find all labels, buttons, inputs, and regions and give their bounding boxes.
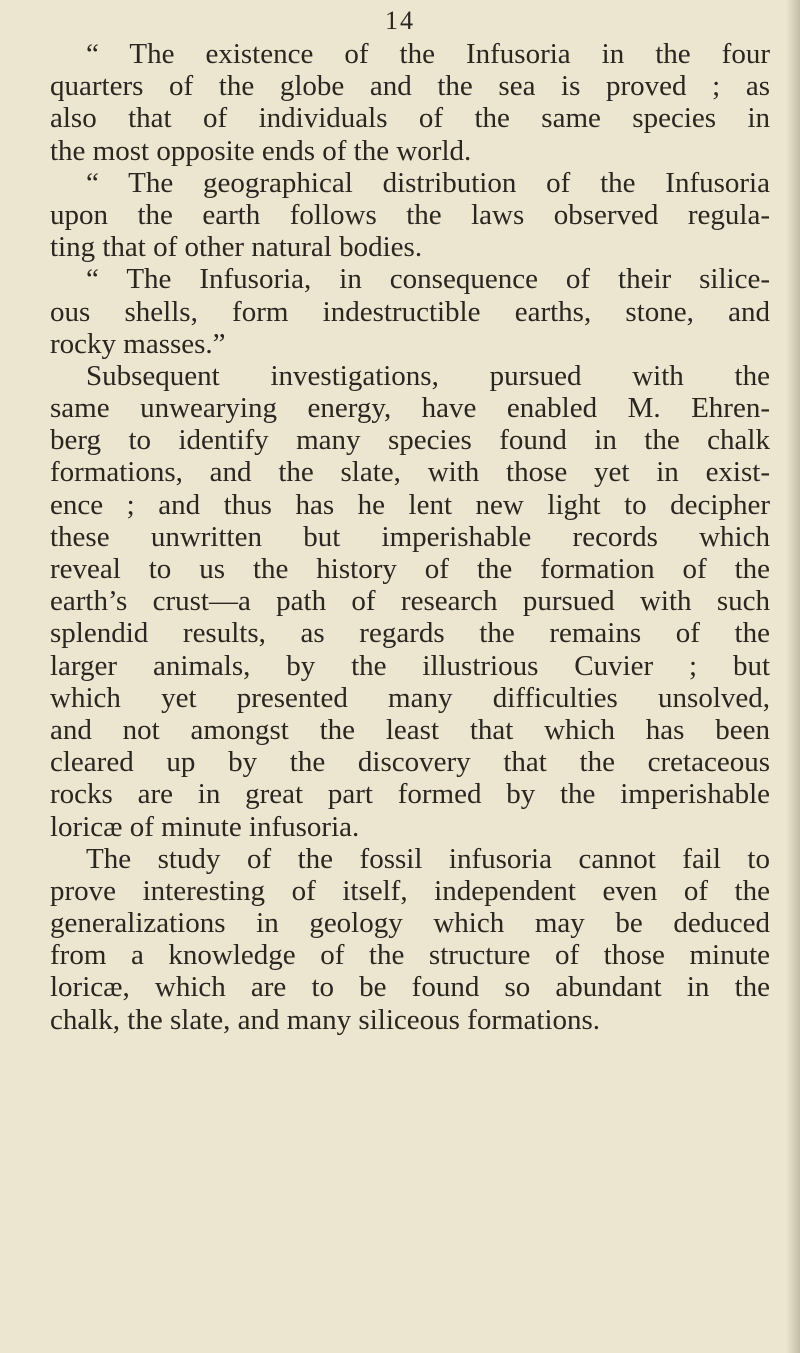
text-line: The study of the fossil infusoria cannot fail to (86, 842, 770, 875)
text-line: chalk, the slate, and many siliceous formations. (50, 1003, 601, 1036)
text-line: prove interesting of itself, independent even of the (50, 874, 770, 907)
text-line: reveal to us the history of the formation of the (50, 553, 770, 585)
text-line: same unwearying energy, have enabled M. Ehren- (50, 392, 770, 425)
text-line: splendid results, as regards the remains of the (50, 617, 770, 650)
text-line: from a knowledge of the structure of those minute (50, 939, 770, 972)
text-line: earth’s crust—a path of research pursued with such (50, 585, 770, 618)
text-line: Subsequent investigations, pursued with the (86, 359, 770, 392)
text-line: rocks are in great part formed by the imperishable (50, 778, 770, 811)
text-line: “ The Infusoria, in consequence of their silice- (86, 263, 770, 296)
text-line: ence ; and thus has he lent new light to decipher (50, 488, 770, 521)
text-line: loricæ, which are to be found so abundant in the (50, 971, 770, 1004)
text-line: “ The geographical distribution of the Infusoria (86, 166, 770, 199)
text-line: and not amongst the least that which has been (50, 713, 770, 746)
text-line: cleared up by the discovery that the cretaceous (50, 746, 770, 779)
text-line: ous shells, form indestructible earths, stone, and (50, 295, 770, 328)
page-number: 14 (385, 6, 415, 35)
text-line: quarters of the globe and the sea is proved ; as (50, 70, 770, 103)
text-line: these unwritten but imperishable records which (50, 520, 770, 553)
text-line: the most opposite ends of the world. (50, 134, 472, 167)
text-line: ting that of other natural bodies. (50, 231, 423, 264)
text-line: also that of individuals of the same species in (50, 102, 770, 135)
text-line: larger animals, by the illustrious Cuvier ; but (50, 649, 770, 682)
page-edge-shadow (786, 0, 800, 1353)
text-line: formations, and the slate, with those yet in exist- (50, 456, 770, 489)
text-line: rocky masses.” (50, 327, 226, 360)
text-line: upon the earth follows the laws observed regula- (50, 198, 770, 231)
text-line: generalizations in geology which may be deduced (50, 907, 770, 940)
text-line: which yet presented many difficulties unsolved, (50, 681, 770, 714)
text-line: loricæ of minute infusoria. (50, 810, 360, 843)
text-line: “ The existence of the Infusoria in the four (86, 38, 770, 70)
text-line: berg to identify many species found in the chalk (50, 424, 770, 457)
body-text (50, 38, 770, 1036)
